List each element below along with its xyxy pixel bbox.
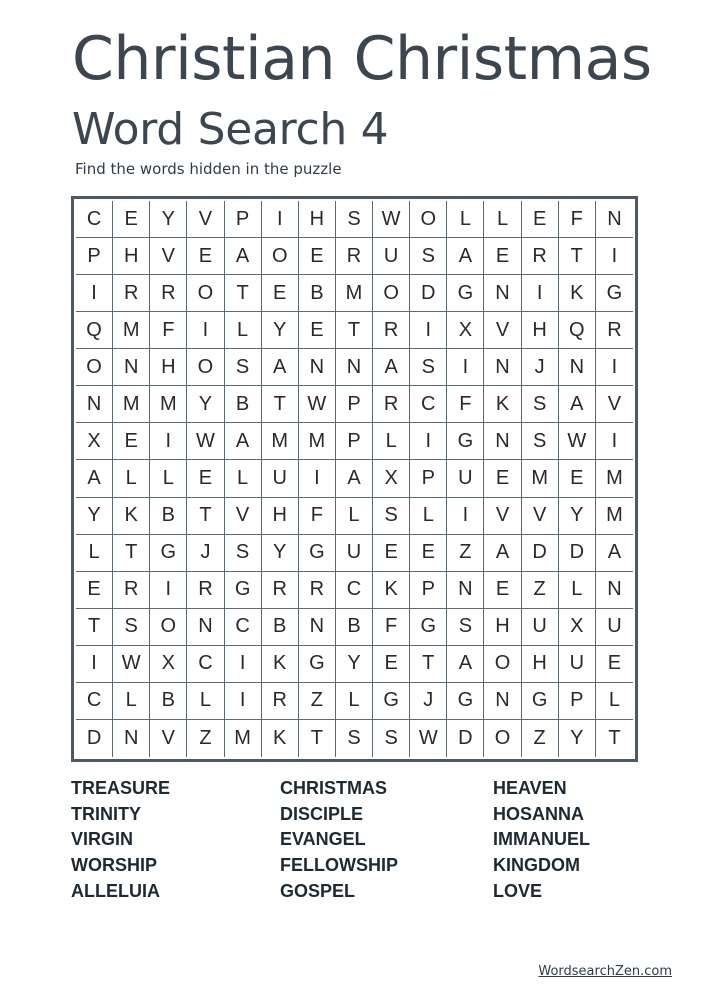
grid-cell[interactable]: W [187,423,224,460]
grid-cell[interactable]: L [225,312,262,349]
grid-cell[interactable]: V [522,498,559,535]
grid-cell[interactable]: Z [447,535,484,572]
puzzle-grid [76,201,633,757]
grid-cell[interactable]: F [447,386,484,423]
grid-cell[interactable]: J [187,535,224,572]
word-list-item: ALLELUIA [71,880,160,901]
grid-cell[interactable]: A [262,349,299,386]
word-list-item: TRINITY [71,803,141,824]
grid-cell[interactable]: G [447,275,484,312]
grid-cell[interactable]: W [299,386,336,423]
word-list-item: GOSPEL [280,880,356,901]
grid-cell[interactable]: P [336,386,373,423]
grid-cell[interactable]: I [225,646,262,683]
grid-cell[interactable]: A [559,386,596,423]
grid-cell[interactable]: B [150,683,187,720]
grid-cell[interactable]: A [225,423,262,460]
grid-cell[interactable]: C [187,646,224,683]
grid-cell[interactable]: C [76,683,113,720]
word-list-item: EVANGEL [280,829,366,850]
grid-cell[interactable]: B [225,386,262,423]
grid-cell[interactable]: T [76,609,113,646]
grid-cell[interactable]: P [336,423,373,460]
grid-cell[interactable]: M [596,460,633,497]
grid-cell[interactable]: M [225,720,262,757]
word-list [71,776,671,906]
grid-cell[interactable]: N [187,609,224,646]
grid-cell[interactable]: Q [559,312,596,349]
instructions: Find the words hidden in the puzzle [75,160,342,178]
grid-cell[interactable]: D [559,535,596,572]
word-list-item: HOSANNA [493,803,585,824]
grid-cell[interactable]: L [410,498,447,535]
grid-cell[interactable]: U [522,609,559,646]
grid-cell[interactable]: D [447,720,484,757]
grid-cell[interactable]: T [262,386,299,423]
grid-cell[interactable]: I [262,201,299,238]
word-column-2 [280,776,398,904]
grid-cell[interactable]: O [484,646,521,683]
grid-cell[interactable]: S [522,423,559,460]
grid-cell[interactable]: R [336,238,373,275]
grid-cell[interactable]: G [299,646,336,683]
grid-cell[interactable]: U [447,460,484,497]
grid-cell[interactable]: R [113,572,150,609]
grid-cell[interactable]: E [484,460,521,497]
word-list-item: TREASURE [71,778,171,798]
word-list-item: VIRGIN [71,829,134,850]
title-line-1: Christian Christmas [72,24,652,94]
grid-cell[interactable]: S [522,386,559,423]
grid-cell[interactable]: K [262,720,299,757]
grid-cell[interactable]: G [225,572,262,609]
grid-cell[interactable]: I [150,423,187,460]
grid-cell[interactable]: O [187,275,224,312]
grid-cell[interactable]: N [484,683,521,720]
grid-cell[interactable]: E [522,201,559,238]
grid-cell[interactable]: E [596,646,633,683]
grid-cell[interactable]: F [373,609,410,646]
grid-cell[interactable]: G [447,683,484,720]
grid-cell[interactable]: Y [262,312,299,349]
grid-cell[interactable]: I [447,349,484,386]
grid-cell[interactable]: H [522,312,559,349]
grid-cell[interactable]: L [336,498,373,535]
grid-cell[interactable]: N [484,423,521,460]
grid-cell[interactable]: U [596,609,633,646]
grid-cell[interactable]: R [373,386,410,423]
grid-cell[interactable]: C [410,386,447,423]
grid-cell[interactable]: V [484,498,521,535]
grid-cell[interactable]: L [447,201,484,238]
grid-cell[interactable]: N [484,349,521,386]
grid-cell[interactable]: G [522,683,559,720]
word-list-item: KINGDOM [493,855,580,876]
word-list-item: CHRISTMAS [280,778,387,798]
grid-cell[interactable]: E [262,275,299,312]
grid-cell[interactable]: E [76,572,113,609]
site-link[interactable]: WordsearchZen.com [538,964,672,979]
grid-cell[interactable]: K [559,275,596,312]
grid-cell[interactable]: V [596,386,633,423]
grid-cell[interactable]: E [113,423,150,460]
grid-cell[interactable]: U [373,238,410,275]
grid-cell[interactable]: K [484,386,521,423]
grid-cell[interactable]: Z [299,683,336,720]
grid-cell[interactable]: P [410,572,447,609]
grid-cell[interactable]: R [187,572,224,609]
grid-cell[interactable]: C [76,201,113,238]
grid-cell[interactable]: X [447,312,484,349]
grid-cell[interactable]: L [225,460,262,497]
grid-cell[interactable]: N [484,275,521,312]
grid-cell[interactable]: F [299,498,336,535]
grid-cell[interactable]: J [410,683,447,720]
grid-cell[interactable]: A [373,349,410,386]
grid-cell[interactable]: I [596,238,633,275]
grid-cell[interactable]: X [76,423,113,460]
grid-cell[interactable]: M [596,498,633,535]
grid-cell[interactable]: N [336,349,373,386]
grid-cell[interactable]: I [410,423,447,460]
grid-cell[interactable]: L [76,535,113,572]
grid-cell[interactable]: R [522,238,559,275]
grid-cell[interactable]: H [522,646,559,683]
grid-cell[interactable]: R [150,275,187,312]
grid-cell[interactable]: C [336,572,373,609]
grid-cell[interactable]: R [596,312,633,349]
grid-cell[interactable]: P [410,460,447,497]
grid-cell[interactable]: S [373,498,410,535]
grid-cell[interactable]: L [113,460,150,497]
grid-cell[interactable]: A [596,535,633,572]
grid-cell[interactable]: I [299,460,336,497]
grid-cell[interactable]: V [484,312,521,349]
grid-cell[interactable]: L [373,423,410,460]
grid-cell[interactable]: Z [522,572,559,609]
grid-cell[interactable]: L [150,460,187,497]
grid-cell[interactable]: N [596,201,633,238]
grid-cell[interactable]: E [559,460,596,497]
title-line-2: Word Search 4 [72,104,389,155]
grid-cell[interactable]: E [113,201,150,238]
grid-cell[interactable]: S [225,535,262,572]
grid-cell[interactable]: S [113,609,150,646]
grid-cell[interactable]: E [299,238,336,275]
grid-cell[interactable]: I [596,423,633,460]
grid-cell[interactable]: I [76,275,113,312]
grid-cell[interactable]: N [76,386,113,423]
grid-cell[interactable]: T [410,646,447,683]
grid-cell[interactable]: T [299,720,336,757]
grid-cell[interactable]: F [150,312,187,349]
grid-cell[interactable]: R [262,572,299,609]
grid-cell[interactable]: Y [76,498,113,535]
grid-cell[interactable]: P [225,201,262,238]
grid-cell[interactable]: O [484,720,521,757]
grid-cell[interactable]: Y [187,386,224,423]
grid-cell[interactable]: S [336,201,373,238]
grid-cell[interactable]: T [559,238,596,275]
grid-cell[interactable]: H [150,349,187,386]
grid-cell[interactable]: X [559,609,596,646]
grid-cell[interactable]: L [187,683,224,720]
grid-cell[interactable]: V [187,201,224,238]
grid-cell[interactable]: M [150,386,187,423]
grid-cell[interactable]: M [113,312,150,349]
grid-cell[interactable]: H [262,498,299,535]
grid-cell[interactable]: E [410,535,447,572]
grid-cell[interactable]: G [150,535,187,572]
grid-cell[interactable]: O [262,238,299,275]
grid-cell[interactable]: N [113,720,150,757]
grid-cell[interactable]: K [113,498,150,535]
grid-cell[interactable]: B [336,609,373,646]
grid-cell[interactable]: W [410,720,447,757]
grid-cell[interactable]: T [113,535,150,572]
grid-cell[interactable]: I [447,498,484,535]
grid-cell[interactable]: O [150,609,187,646]
grid-cell[interactable]: U [336,535,373,572]
grid-cell[interactable]: H [299,201,336,238]
grid-cell[interactable]: S [336,720,373,757]
grid-cell[interactable]: Y [150,201,187,238]
grid-cell[interactable]: E [187,460,224,497]
grid-cell[interactable]: J [522,349,559,386]
grid-cell[interactable]: M [113,386,150,423]
grid-cell[interactable]: T [225,275,262,312]
grid-cell[interactable]: T [608,726,621,749]
grid-cell[interactable]: L [596,683,633,720]
grid-cell[interactable]: I [522,275,559,312]
grid-cell[interactable]: A [484,535,521,572]
grid-cell[interactable]: N [299,349,336,386]
grid-cell[interactable]: V [150,720,187,757]
grid-cell[interactable]: I [225,683,262,720]
word-list-item: IMMANUEL [493,829,590,850]
grid-cell[interactable]: A [336,460,373,497]
grid-cell[interactable]: O [373,275,410,312]
grid-cell[interactable]: L [484,201,521,238]
grid-cell[interactable]: W [113,646,150,683]
grid-cell[interactable]: N [559,349,596,386]
grid-cell[interactable]: E [484,238,521,275]
word-column-1 [71,776,170,904]
grid-cell[interactable]: N [596,572,633,609]
grid-cell[interactable]: S [225,349,262,386]
grid-cell[interactable]: E [299,312,336,349]
puzzle-grid-frame [71,196,638,762]
word-list-item: HEAVEN [493,778,567,798]
grid-cell[interactable]: S [447,609,484,646]
grid-cell[interactable]: Z [522,720,559,757]
grid-cell[interactable]: N [113,349,150,386]
grid-cell[interactable]: T [187,498,224,535]
grid-cell[interactable]: D [410,275,447,312]
grid-cell[interactable]: E [373,646,410,683]
grid-cell[interactable]: H [484,609,521,646]
grid-cell[interactable]: I [150,572,187,609]
grid-cell[interactable]: Z [187,720,224,757]
grid-cell[interactable]: Y [559,498,596,535]
grid-cell[interactable]: Y [559,720,596,757]
grid-cell[interactable]: T [336,312,373,349]
grid-cell[interactable]: O [187,349,224,386]
grid-cell[interactable]: W [373,201,410,238]
grid-cell[interactable]: A [225,238,262,275]
grid-cell[interactable]: Y [262,535,299,572]
grid-cell[interactable]: E [484,572,521,609]
grid-cell[interactable]: B [150,498,187,535]
grid-cell[interactable]: I [76,646,113,683]
grid-cell[interactable]: I [410,312,447,349]
grid-cell[interactable]: X [373,460,410,497]
grid-cell[interactable]: M [262,423,299,460]
grid-cell[interactable]: R [113,275,150,312]
grid-cell[interactable]: M [299,423,336,460]
grid-cell[interactable]: M [522,460,559,497]
grid-cell[interactable]: B [299,275,336,312]
word-list-item: LOVE [493,880,543,901]
word-column-3 [493,776,590,904]
grid-cell[interactable]: G [373,683,410,720]
grid-cell[interactable]: N [299,609,336,646]
grid-cell[interactable]: A [447,646,484,683]
grid-cell[interactable]: Q [76,312,113,349]
grid-cell[interactable]: S [410,349,447,386]
grid-cell[interactable]: D [522,535,559,572]
grid-cell[interactable]: I [187,312,224,349]
grid-cell[interactable]: R [262,683,299,720]
grid-cell[interactable]: G [410,609,447,646]
grid-cell[interactable]: R [373,312,410,349]
grid-cell[interactable]: O [76,349,113,386]
grid-cell[interactable]: G [447,423,484,460]
grid-cell[interactable]: W [559,423,596,460]
grid-cell[interactable]: X [150,646,187,683]
grid-cell[interactable]: M [336,275,373,312]
grid-cell[interactable]: G [596,275,633,312]
grid-cell[interactable]: E [187,238,224,275]
grid-cell[interactable]: L [559,572,596,609]
grid-cell[interactable]: N [447,572,484,609]
grid-cell[interactable]: U [262,460,299,497]
grid-cell[interactable]: I [596,349,633,386]
grid-cell[interactable]: S [373,720,410,757]
grid-cell[interactable]: F [559,201,596,238]
grid-cell[interactable]: C [225,609,262,646]
grid-cell[interactable]: O [410,201,447,238]
word-list-item: WORSHIP [71,855,158,876]
grid-cell[interactable]: G [299,535,336,572]
grid-cell[interactable]: V [225,498,262,535]
grid-cell[interactable]: B [262,609,299,646]
grid-cell[interactable]: A [447,238,484,275]
grid-cell[interactable]: U [559,646,596,683]
word-list-item: DISCIPLE [280,803,364,824]
grid-cell[interactable]: Y [336,646,373,683]
grid-cell[interactable]: V [150,238,187,275]
word-list-item: FELLOWSHIP [280,855,398,876]
grid-cell[interactable]: E [373,535,410,572]
grid-cell[interactable]: K [262,646,299,683]
grid-cell[interactable]: R [299,572,336,609]
grid-cell[interactable]: P [559,683,596,720]
grid-cell[interactable]: K [373,572,410,609]
grid-cell[interactable]: D [76,720,113,757]
grid-cell[interactable]: L [113,683,150,720]
grid-cell[interactable]: S [410,238,447,275]
grid-cell[interactable]: L [336,683,373,720]
grid-cell[interactable]: P [76,238,113,275]
grid-cell[interactable]: A [76,460,113,497]
grid-cell[interactable]: H [113,238,150,275]
